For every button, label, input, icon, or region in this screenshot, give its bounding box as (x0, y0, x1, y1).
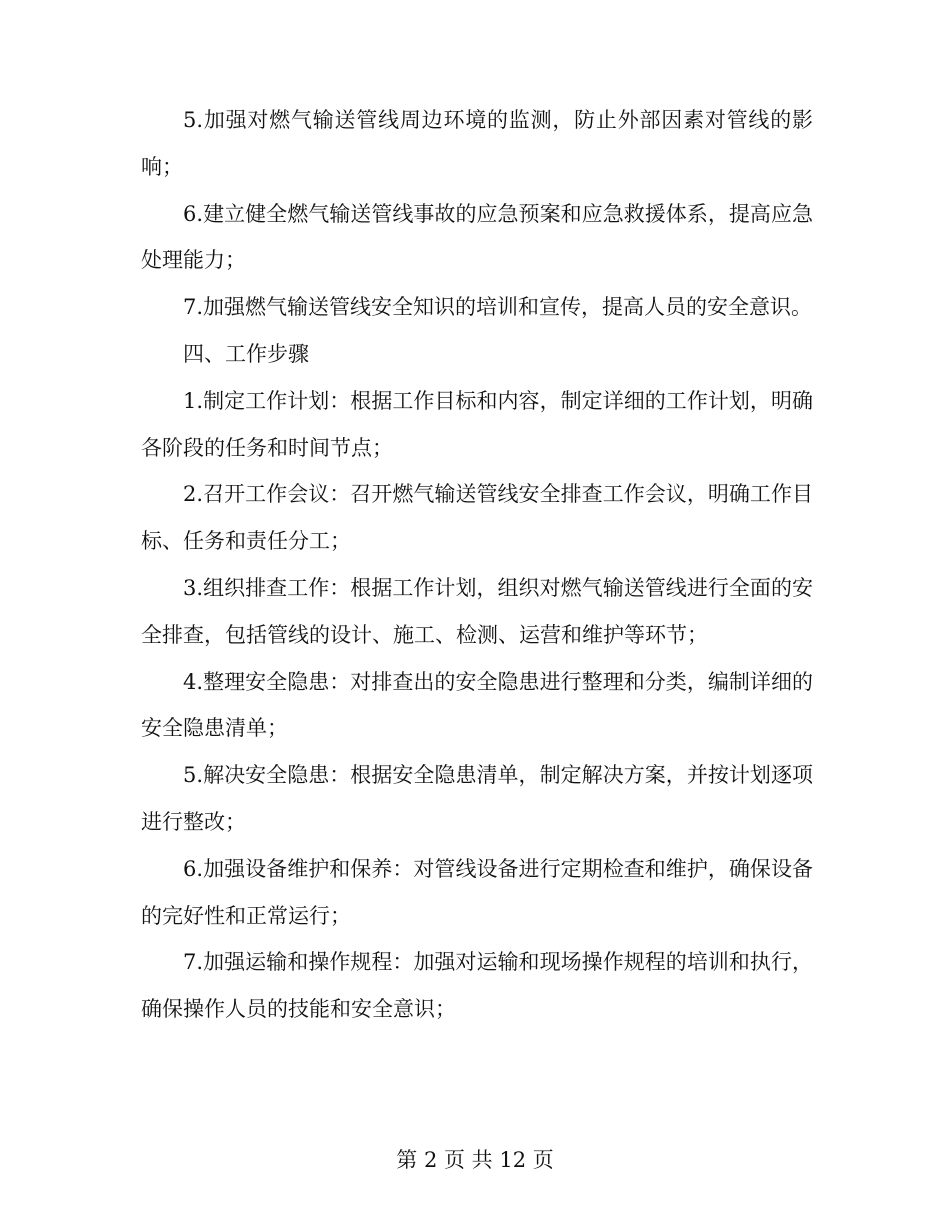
body-text (141, 97, 813, 1033)
section-heading: 四、工作步骤 (183, 341, 309, 366)
step-6: 6.加强设备维护和保养：对管线设备进行定期检查和维护，确保设备的完好性和正常运行； (141, 856, 813, 928)
step-2: 2.召开工作会议：召开燃气输送管线安全排查工作会议，明确工作目标、任务和责任分工； (141, 482, 813, 554)
step-7: 7.加强运输和操作规程：加强对运输和现场操作规程的培训和执行，确保操作人员的技能和安全意识； (141, 950, 813, 1022)
paragraph-item-6: 6.建立健全燃气输送管线事故的应急预案和应急救援体系，提高应急处理能力； (141, 201, 813, 273)
step-4: 4.整理安全隐患：对排查出的安全隐患进行整理和分类，编制详细的安全隐患清单； (141, 669, 813, 741)
page-number: 第 2 页 共 12 页 (396, 1148, 554, 1172)
step-5: 5.解决安全隐患：根据安全隐患清单，制定解决方案，并按计划逐项进行整改； (141, 763, 813, 834)
step-1: 1.制定工作计划：根据工作目标和内容，制定详细的工作计划，明确各阶段的任务和时间节点； (141, 388, 813, 460)
paragraph-item-5: 5.加强对燃气输送管线周边环境的监测，防止外部因素对管线的影响； (141, 108, 813, 179)
paragraph-item-7: 7.加强燃气输送管线安全知识的培训和宣传，提高人员的安全意识。 (183, 295, 813, 320)
step-3: 3.组织排查工作：根据工作计划，组织对燃气输送管线进行全面的安全排查，包括管线的设计、施工、检测、运营和维护等环节； (141, 575, 813, 647)
